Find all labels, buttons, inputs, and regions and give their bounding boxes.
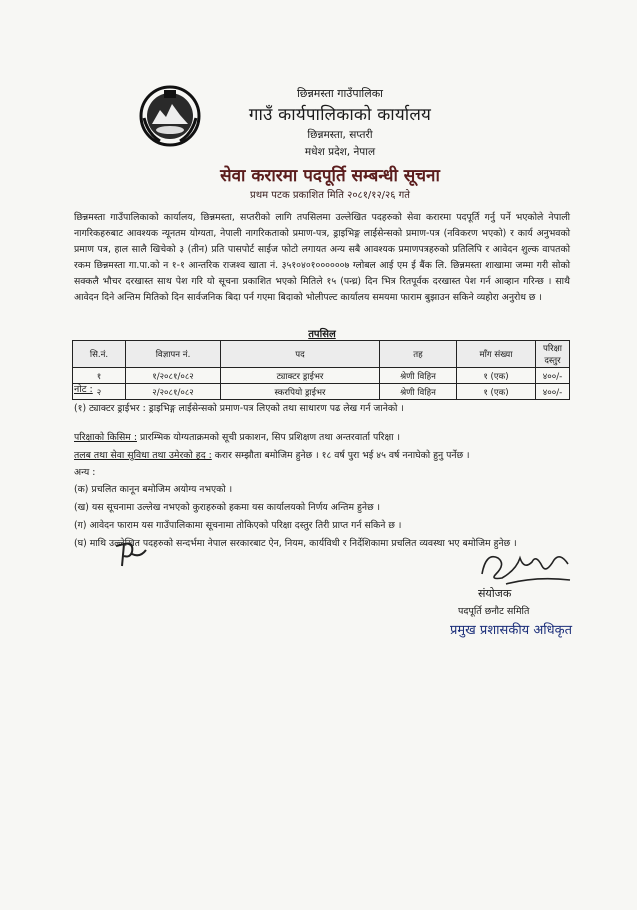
exam-type-text: प्रारम्भिक योग्यताक्रमको सूची प्रकाशन, सिप प्रशिक्षण तथा अन्तरवार्ता परिक्षा । — [139, 432, 401, 443]
column-header: तह — [380, 341, 457, 368]
column-header: सि.नं. — [73, 341, 126, 368]
column-header: विज्ञापन नं. — [126, 341, 221, 368]
municipality-name: छिन्नमस्ता गाउँपालिका — [296, 87, 384, 100]
table-cell: श्रेणी विहिन — [380, 384, 457, 400]
column-header: माँग संख्या — [457, 341, 536, 368]
list-item: (क) प्रचलित कानून बमोजिम अयोग्य नभएको । — [74, 484, 233, 495]
list-item: (ग) आवेदन फाराम यस गाउँपालिकामा सूचनामा तोकिएको परिक्षा दस्तुर तिरी प्राप्त गर्न सकिने छ । — [74, 520, 402, 531]
column-header: परिक्षा दस्तुर — [536, 341, 570, 368]
other-heading: अन्य : — [74, 467, 96, 478]
nepal-emblem-icon — [138, 84, 202, 148]
table-cell: ४००/- — [536, 368, 570, 384]
table-cell: १/२०८१/०८२ — [126, 368, 221, 384]
column-header: पद — [221, 341, 380, 368]
table-cell: २/२०८१/०८२ — [126, 384, 221, 400]
table-cell: श्रेणी विहिन — [380, 368, 457, 384]
handwritten-signature-initial — [112, 538, 152, 572]
list-item: (ख) यस सूचनामा उल्लेख नभएको कुराहरुको हकमा यस कार्यालयको निर्णय अन्तिम हुनेछ । — [74, 502, 381, 513]
table-cell: ४००/- — [536, 384, 570, 400]
table-header-row — [73, 341, 570, 368]
table-cell: १ (एक) — [457, 384, 536, 400]
age-limit-line — [74, 448, 570, 461]
table-cell: स्करपियो ड्राईभर — [221, 384, 380, 400]
table-cell: ट्याक्टर ड्राईभर — [221, 368, 380, 384]
table-cell: २ — [73, 384, 126, 400]
notice-body: छिन्नमस्ता गाउँपालिकाको कार्यालय, छिन्नमस्ता, सप्तरीको लागि तपसिलमा उल्लेखित पदहरुको सेवा करारमा पदपूर्ति गर्नु पर्ने भएकोले नेपाली नागरिकहरुबाट आवश्यक न्यूनतम योग्यता, नेपाली नागरिकताको प्रमाण-पत्र, ड्राइभिङ्ग लाईसेन्सको प्रमाण-पत्र (नविकरण भएको) र कार्य अनुभवको प्रमाण पत्र, हाल सालै खिचेको ३ (तीन) प्रति पासपोर्ट साईज फोटो लगायत अन्य सबै आवश्यक प्रमाणपत्रहरुको प्रतिलिपि र आवेदन शुल्क वापतको रकम छिन्नमस्ता गा.पा.को न १-१ आन्तरिक राजश्व खाता नं. ३५१०४०१००००००७ ग्लोबल आई एम ई बैंक लि. छिन्नमस्ता शाखामा जम्मा गरी सोको सक्कलै भौचर दरखास्त साथ पेश गरि यो सूचना प्रकाशित भएको मितिले १५ (पन्ध्र) दिन भित्र रितपूर्वक दरखास्त पेश गर्न आव्हान गरिन्छ । साथै आवेदन दिने अन्तिम मितिको दिन सार्वजनिक बिदा पर्न गएमा बिदाको भोलीपल्ट कार्यालय समयमा फाराम बुझाउन सकिने व्यहोरा अनुरोध छ । — [74, 212, 570, 303]
table-row — [73, 384, 570, 400]
list-item: (घ) माथि उल्लेखित पदहरुको सन्दर्भमा नेपाल सरकारबाट ऐन, नियम, कार्यविधी र निर्देशिकामा प्रचलित व्यवस्था भए बमोजिम हुनेछ । — [74, 538, 517, 549]
exam-type-label: परिक्षाको किसिम : — [74, 432, 137, 443]
age-limit-label: तलब तथा सेवा सुविधा तथा उमेरको हद : — [74, 450, 212, 461]
coordinator-title: संयोजक — [478, 587, 512, 600]
published-date: प्रथम पटक प्रकाशित मिति २०८१/१२/२६ गते — [250, 190, 410, 201]
address-line-1: छिन्नमस्ता, सप्तरी — [307, 129, 373, 141]
table-cell: १ — [73, 368, 126, 384]
note-item: (१) ट्याक्टर ड्राईभर : ड्राइभिङ्ग लाईसेन्सको प्रमाण-पत्र लिएको तथा साधारण पढ लेख गर्न जानेको । — [74, 403, 404, 414]
office-title: गाउँ कार्यपालिकाको कार्यालय — [248, 105, 432, 125]
exam-type-line — [74, 430, 570, 443]
address-line-2: मधेश प्रदेश, नेपाल — [304, 146, 376, 158]
committee-name: पदपूर्ति छनौट समिति — [458, 606, 530, 617]
schedule-caption: तपसिल — [308, 329, 336, 340]
handwritten-signature-coordinator — [476, 540, 576, 590]
table-row — [73, 368, 570, 384]
notice-title: सेवा करारमा पदपूर्ति सम्बन्धी सूचना — [220, 166, 440, 186]
table-cell: १ (एक) — [457, 368, 536, 384]
age-limit-text: करार सम्झौता बमोजिम हुनेछ । १८ वर्ष पुरा भई ४५ वर्ष ननाघेको हुनु पर्नेछ । — [214, 450, 470, 461]
vacancy-table — [72, 340, 570, 400]
note-heading: नोट : — [74, 384, 93, 395]
admin-officer-stamp: प्रमुख प्रशासकीय अधिकृत — [450, 623, 573, 638]
